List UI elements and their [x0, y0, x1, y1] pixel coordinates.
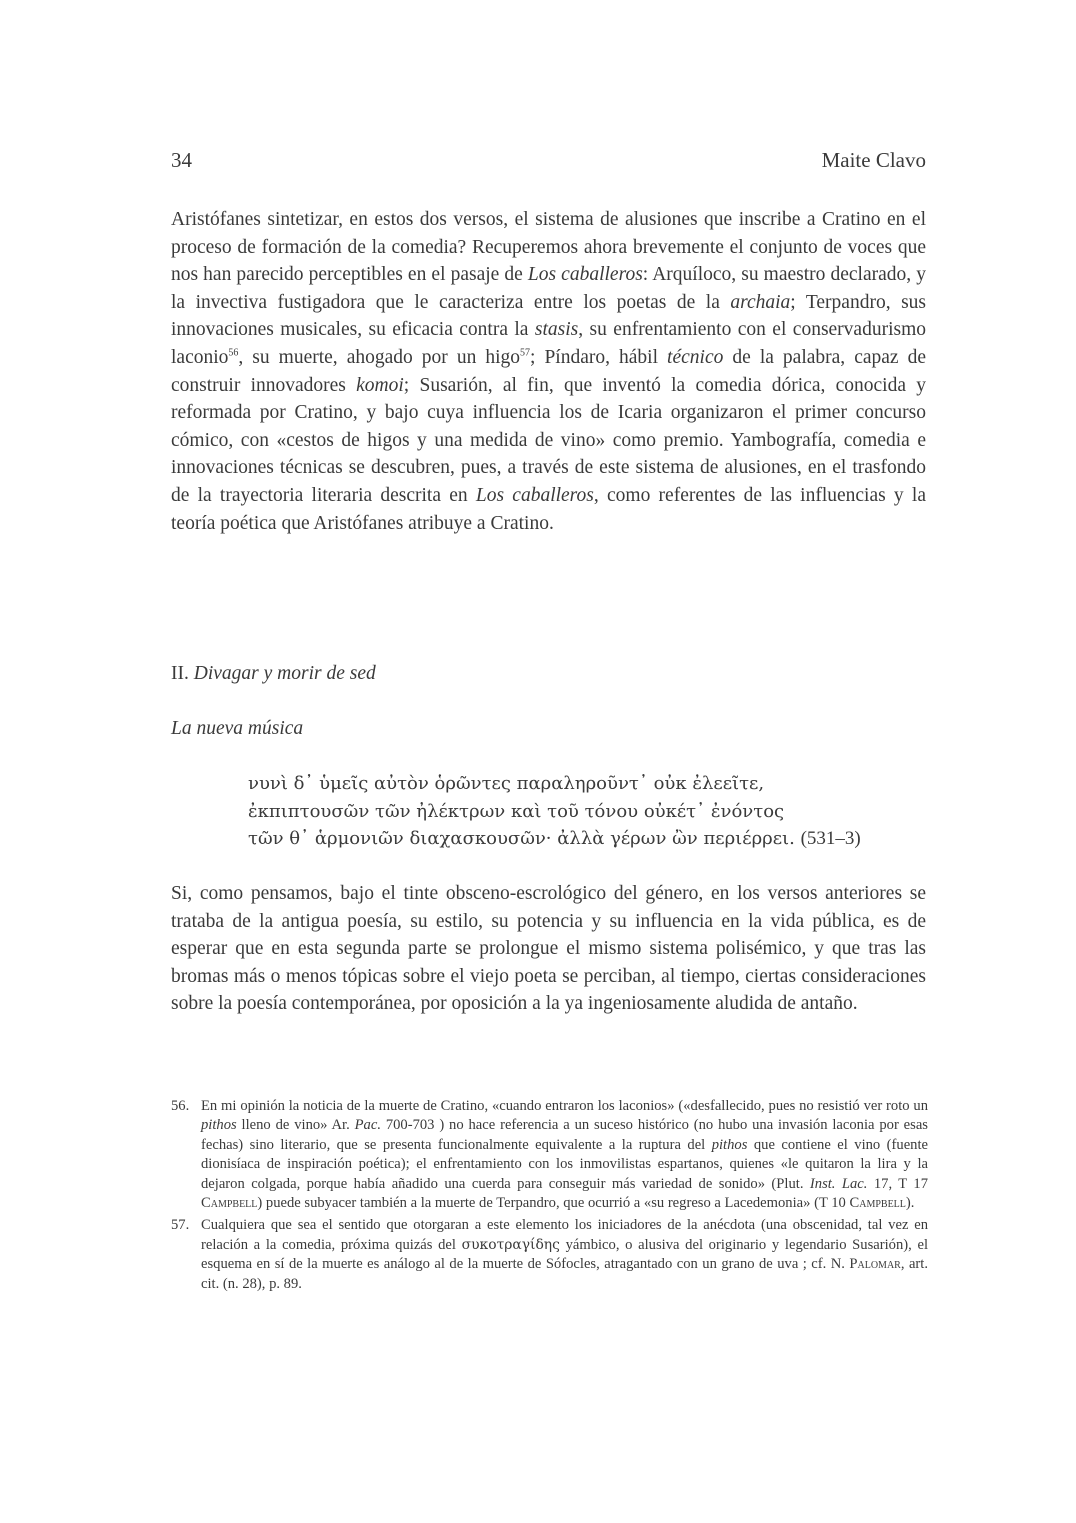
- footnote-number: 57.: [171, 1217, 190, 1234]
- footnote-number: 56.: [171, 1098, 190, 1114]
- verse-reference: (531–3): [800, 828, 861, 849]
- text-run: 17, T 17: [867, 1175, 928, 1192]
- text-run: yámbico, o alusiva del originario y legendario Susarión), el esquema en sí de la muerte es análogo al de la muerte de Sófocles, atragantado con un grano de uva ; cf. N.: [201, 1236, 928, 1273]
- italic-title: Los caballeros: [475, 484, 594, 506]
- verse-line: νυνὶ δ᾽ ὑμεῖς αὐτὸν ὁρῶντες παραληροῦντ᾽ οὐκ ἐλεεῖτε,: [248, 773, 765, 794]
- text-run: ; Píndaro, hábil: [530, 346, 668, 368]
- running-author: Maite Clavo: [821, 148, 926, 172]
- text-run: ; Terpandro, sus innovaciones musicales, su eficacia contra la: [171, 291, 926, 341]
- author-smallcaps: Campbell: [849, 1195, 906, 1212]
- text-run: Cualquiera que sea el sentido que otorgaran a este elemento los iniciadores de la anécdota (una obscenidad, tal vez en relación a la comedia, próxima quizás del: [201, 1217, 928, 1253]
- section-heading: [171, 663, 376, 685]
- author-smallcaps: Palomar: [849, 1256, 901, 1273]
- italic-term: pithos: [711, 1136, 748, 1153]
- section-number: II.: [171, 663, 189, 684]
- verse-line: [248, 825, 928, 853]
- text-run: 700-703 ) no hace referencia a un suceso histórico (no hubo una invasión laconia por esas fechas) sino literario, que se presenta funcionalmente equivalente a la ruptura del: [201, 1117, 928, 1153]
- verse-text: τῶν θ᾽ ἁρμονιῶν διαχασκουσῶν· ἀλλὰ γέρων ὢν περιέρρει.: [248, 828, 795, 849]
- verse-line: ἐκπιπτουσῶν τῶν ἠλέκτρων καὶ τοῦ τόνου οὐκέτ᾽ ἐνόντος: [248, 800, 785, 822]
- text-run: , su enfrentamiento con el conservadurismo laconio: [171, 319, 927, 368]
- page-number: 34: [171, 148, 192, 172]
- footnote-ref-56[interactable]: 56: [228, 347, 239, 359]
- greek-verse-quote: [248, 770, 928, 853]
- text-run: ).: [905, 1195, 915, 1212]
- section-title: Divagar y morir de sed: [193, 663, 376, 684]
- text-run: ; Susarión, al fin, que inventó la comedia dórica, conocida y reformada por Cratino, y bajo cuya influencia los de Icaria organizaron el primer concurso cómico, con «cestos de higos y una medida de vino» como premio. Yambografía, comedia e innovaciones técnicas se descubren, pues, a través de este sistema de alusiones, en el trasfondo de la trayectoria literaria descrita en: [171, 374, 926, 506]
- footnote-ref-57[interactable]: 57: [520, 347, 531, 359]
- text-run: , art. cit. (n. 28), p. 89.: [201, 1256, 928, 1292]
- italic-citation: Pac.: [354, 1117, 381, 1134]
- italic-term: archaia: [730, 291, 791, 313]
- footnote-56: [171, 1097, 928, 1213]
- text-run: , su muerte, ahogado por un higo: [238, 346, 521, 368]
- running-head: [171, 148, 926, 178]
- footnotes: [171, 1097, 928, 1297]
- paragraph-1: [171, 206, 926, 537]
- italic-title: Los caballeros: [527, 264, 643, 286]
- italic-term: pithos: [201, 1117, 237, 1134]
- text-run: : Arquíloco, su maestro declarado, y la invectiva fustigadora que le caracteriza entre los poetas de la: [171, 264, 926, 313]
- text-run: de la palabra, capaz de construir innovadores: [171, 346, 926, 396]
- text-run: , como referentes de las influencias y la teoría poética que Aristófanes atribuye a Cratino.: [171, 484, 926, 534]
- text-run: Aristófanes sintetizar, en estos dos versos, el sistema de alusiones que inscribe a Cratino en el proceso de formación de la comedia? Recuperemos ahora brevemente el conjunto de voces que nos han parecido perceptibles en el pasaje de: [171, 209, 926, 286]
- author-smallcaps: Campbell: [201, 1195, 258, 1212]
- italic-term: técnico: [667, 346, 724, 368]
- text-run: lleno de vino» Ar.: [236, 1117, 355, 1134]
- footnote-57: [171, 1216, 928, 1294]
- text-run: En mi opinión la noticia de la muerte de Cratino, «cuando entraron los laconios» («desfallecido, pues no resistió ver roto un: [201, 1098, 928, 1114]
- italic-term: komoi: [356, 374, 404, 396]
- text-run: que contiene el vino (fuente dionisíaca de inspiración poética); el enfrentamiento con los inmovilistas espartanos, quienes «le quitaron la lira y la dejaron colgada, porque había añadido una cuerda para conseguir más variedad de sonido» (Plut.: [201, 1136, 929, 1192]
- italic-citation: Inst. Lac.: [809, 1175, 868, 1192]
- paragraph-2: Si, como pensamos, bajo el tinte obsceno-escrológico del género, en los versos anteriores se trataba de la antigua poesía, su estilo, su potencia y su influencia en la vida pública, es de esperar que en esta segunda parte se prolongue el mismo sistema polisémico, y que tras las bromas más o menos tópicas sobre el viejo poeta se perciban, al tiempo, ciertas consideraciones sobre la poesía contemporánea, por oposición a la ya ingeniosamente aludida de antaño.: [171, 883, 926, 1015]
- subsection-heading: La nueva música: [171, 718, 304, 739]
- italic-term: stasis: [534, 319, 579, 341]
- greek-word: συκοτραγίδης: [461, 1236, 560, 1253]
- text-run: ) puede subyacer también a la muerte de Terpandro, que ocurrió a «su regreso a Lacedemonia» (T 10: [257, 1195, 850, 1212]
